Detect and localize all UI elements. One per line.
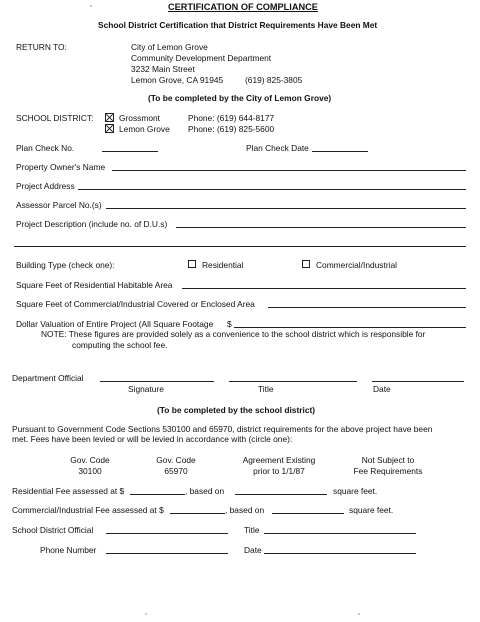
commercial-label: Commercial/Industrial bbox=[316, 260, 397, 270]
residential-based-on: , based on bbox=[185, 486, 225, 496]
sqft-residential-field[interactable] bbox=[182, 288, 466, 289]
option-1-line-2: 30100 bbox=[78, 465, 102, 476]
residential-checkbox[interactable] bbox=[188, 260, 196, 268]
school-official-label: School District Official bbox=[12, 525, 94, 535]
grossmont-checkbox[interactable] bbox=[105, 113, 114, 122]
building-type-label: Building Type (check one): bbox=[16, 260, 115, 270]
school-section-heading: (To be completed by the school district) bbox=[157, 405, 316, 415]
signature-caption: Signature bbox=[128, 384, 164, 394]
dollar-valuation-label: Dollar Valuation of Entire Project (All Square Footage bbox=[16, 319, 214, 329]
commercial-sqft-field[interactable] bbox=[272, 513, 344, 514]
city-section-heading: (To be completed by the City of Lemon Grove) bbox=[148, 93, 332, 103]
residential-fee-label: Residential Fee assessed at $ bbox=[12, 486, 125, 496]
title-caption: Title bbox=[258, 384, 274, 394]
school-official-field[interactable] bbox=[106, 533, 228, 534]
residential-label: Residential bbox=[202, 260, 244, 270]
school-date-label: Date bbox=[244, 545, 262, 555]
sqft-commercial-field[interactable] bbox=[268, 307, 466, 308]
grossmont-label: Grossmont bbox=[119, 113, 160, 123]
title-field[interactable] bbox=[229, 381, 357, 382]
dollar-valuation-field[interactable] bbox=[234, 327, 466, 328]
option-gov-code-30100[interactable] bbox=[58, 455, 122, 476]
property-owner-label: Property Owner's Name bbox=[16, 162, 106, 172]
option-agreement-existing[interactable] bbox=[234, 455, 324, 476]
note-line-1: NOTE: These figures are provided solely as a convenience to the school district which is responsible for bbox=[41, 329, 426, 339]
return-to-line-3: 3232 Main Street bbox=[131, 64, 195, 74]
option-3-line-2: prior to 1/1/87 bbox=[253, 465, 305, 476]
commercial-checkbox[interactable] bbox=[302, 260, 310, 268]
option-2-line-2: 65970 bbox=[164, 465, 188, 476]
note-line-2: computing the school fee. bbox=[72, 340, 168, 350]
option-gov-code-65970[interactable] bbox=[144, 455, 208, 476]
project-address-field[interactable] bbox=[78, 189, 466, 190]
signature-field[interactable] bbox=[100, 381, 214, 382]
assessor-parcel-label: Assessor Parcel No.(s) bbox=[16, 200, 102, 210]
lemon-grove-phone: Phone: (619) 825-5600 bbox=[188, 124, 275, 134]
school-district-label: SCHOOL DISTRICT: bbox=[16, 113, 94, 123]
return-to-line-4: Lemon Grove, CA 91945 bbox=[131, 75, 224, 85]
school-title-label: Title bbox=[244, 525, 260, 535]
commercial-fee-field[interactable] bbox=[170, 513, 225, 514]
school-date-field[interactable] bbox=[264, 553, 416, 554]
lemon-grove-label: Lemon Grove bbox=[119, 124, 170, 134]
pursuant-line-2: met. Fees have been levied or will be levied in accordance with (circle one): bbox=[12, 434, 293, 444]
page-subtitle: School District Certification that District Requirements Have Been Met bbox=[98, 20, 378, 30]
assessor-parcel-field[interactable] bbox=[106, 208, 466, 209]
option-not-subject[interactable] bbox=[346, 455, 430, 476]
phone-number-field[interactable] bbox=[106, 553, 228, 554]
option-1-line-1: Gov. Code bbox=[70, 455, 110, 465]
scan-speck bbox=[358, 613, 360, 615]
plan-check-date-field[interactable] bbox=[312, 151, 368, 152]
option-3-line-1: Agreement Existing bbox=[242, 455, 316, 465]
sqft-commercial-label: Square Feet of Commercial/Industrial Covered or Enclosed Area bbox=[16, 299, 255, 309]
residential-sqft-field[interactable] bbox=[235, 494, 327, 495]
department-official-label: Department Official bbox=[12, 373, 84, 383]
commercial-square-feet: square feet. bbox=[349, 505, 394, 515]
option-4-line-1: Not Subject to bbox=[361, 455, 415, 465]
date-caption: Date bbox=[373, 384, 391, 394]
return-to-line-2: Community Development Department bbox=[131, 53, 272, 63]
option-2-line-1: Gov. Code bbox=[156, 455, 196, 465]
return-to-label: RETURN TO: bbox=[16, 42, 67, 52]
lemon-grove-checkbox[interactable] bbox=[105, 124, 114, 133]
dollar-sign: $ bbox=[227, 319, 232, 329]
plan-check-date-label: Plan Check Date bbox=[246, 143, 309, 153]
project-address-label: Project Address bbox=[16, 181, 75, 191]
residential-fee-field[interactable] bbox=[130, 494, 185, 495]
date-field[interactable] bbox=[372, 381, 464, 382]
grossmont-phone: Phone: (619) 644-8177 bbox=[188, 113, 275, 123]
scan-speck bbox=[90, 5, 92, 7]
plan-check-no-field[interactable] bbox=[102, 151, 158, 152]
project-description-field[interactable] bbox=[176, 227, 466, 228]
property-owner-field[interactable] bbox=[112, 170, 466, 171]
plan-check-no-label: Plan Check No. bbox=[16, 143, 75, 153]
school-title-field[interactable] bbox=[264, 533, 416, 534]
scan-speck bbox=[145, 613, 147, 615]
commercial-fee-label: Commercial/Industrial Fee assessed at $ bbox=[12, 505, 164, 515]
sqft-residential-label: Square Feet of Residential Habitable Area bbox=[16, 280, 173, 290]
return-to-line-1: City of Lemon Grove bbox=[131, 42, 208, 52]
project-description-field-2[interactable] bbox=[14, 246, 466, 247]
residential-square-feet: square feet. bbox=[333, 486, 378, 496]
return-to-phone: (619) 825-3805 bbox=[245, 75, 303, 85]
phone-number-label: Phone Number bbox=[40, 545, 97, 555]
pursuant-line-1: Pursuant to Government Code Sections 530100 and 65970, district requirements for the above project have been bbox=[12, 424, 433, 434]
commercial-based-on: , based on bbox=[225, 505, 265, 515]
project-description-label: Project Description (include no. of D.U.s) bbox=[16, 219, 168, 229]
page-title: CERTIFICATION OF COMPLIANCE bbox=[168, 2, 318, 12]
option-4-line-2: Fee Requirements bbox=[353, 465, 423, 476]
